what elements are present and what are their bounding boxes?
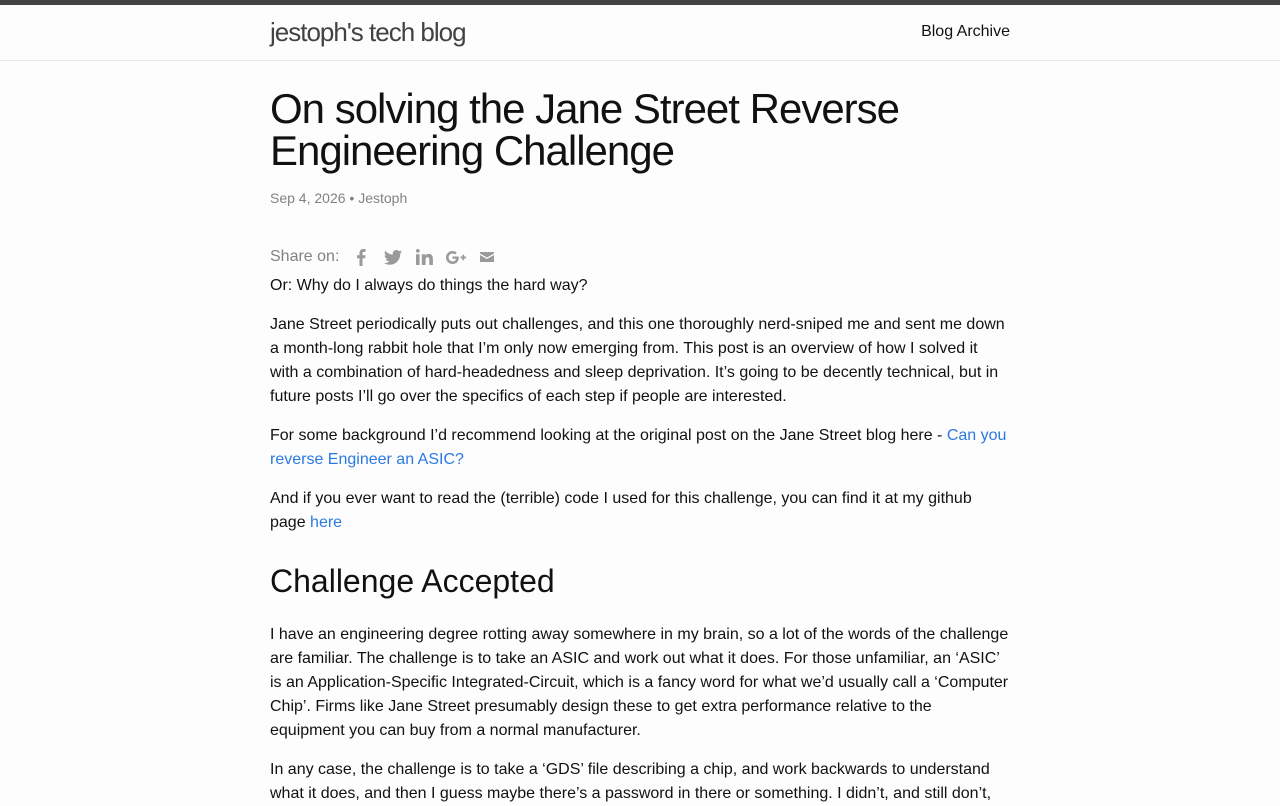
meta-separator: • [345, 190, 359, 206]
post-paragraph: In any case, the challenge is to take a ‘GDS’ file describing a chip, and work backwards to understand what it does, and then I guess maybe there’s a password in there or something. I didn’t, and still don’t, [270, 761, 992, 802]
post-content [270, 85, 1010, 806]
paragraph-text: And if you ever want to read the (terrible) code I used for this challenge, you can find it at my github page [270, 490, 972, 531]
post-subtitle-paragraph: Or: Why do I always do things the hard way? [270, 277, 588, 294]
twitter-icon[interactable] [383, 247, 403, 267]
post-date: Sep 4, 2026 [270, 190, 346, 206]
site-header [0, 5, 1280, 61]
facebook-icon[interactable] [351, 247, 371, 267]
email-icon[interactable] [477, 247, 497, 267]
post-title: On solving the Jane Street Reverse Engineering Challenge [270, 85, 900, 174]
jane-street-post-link[interactable]: Can you reverse Engineer an ASIC? [270, 427, 1007, 468]
post-paragraph [270, 487, 1010, 535]
paragraph-text: For some background I’d recommend looking at the original post on the Jane Street blog here - [270, 427, 947, 444]
google-plus-icon[interactable] [446, 247, 466, 267]
post-meta [270, 189, 1010, 207]
nav-blog-archive-link[interactable]: Blog Archive [921, 23, 1010, 40]
post-paragraph: I have an engineering degree rotting away somewhere in my brain, so a lot of the words of the challenge are familiar. The challenge is to take an ASIC and work out what it does. For those unfamiliar, an ‘ASIC’ is an Application-Specific Integrated-Circuit, which is a fancy word for what we’d usually call a ‘Computer Chip’. Firms like Jane Street presumably design these to get extra performance relative to the equipment you can buy from a normal manufacturer. [270, 626, 1009, 739]
share-bar [270, 245, 1010, 269]
share-label: Share on: [270, 248, 340, 265]
site-title-link[interactable]: jestoph's tech blog [270, 17, 466, 47]
post-author: Jestoph [358, 190, 408, 206]
post-paragraph [270, 424, 1010, 472]
github-code-link[interactable]: here [310, 514, 343, 531]
linkedin-icon[interactable] [414, 247, 434, 267]
section-heading: Challenge Accepted [270, 563, 555, 599]
post-paragraph: Jane Street periodically puts out challenges, and this one thoroughly nerd-sniped me and sent me down a month-long rabbit hole that I’m only now emerging from. This post is an overview of how I solved it with a combination of hard-headedness and sleep deprivation. It’s going to be decently technical, but in future posts I’ll go over the specifics of each step if people are interested. [270, 316, 1005, 405]
